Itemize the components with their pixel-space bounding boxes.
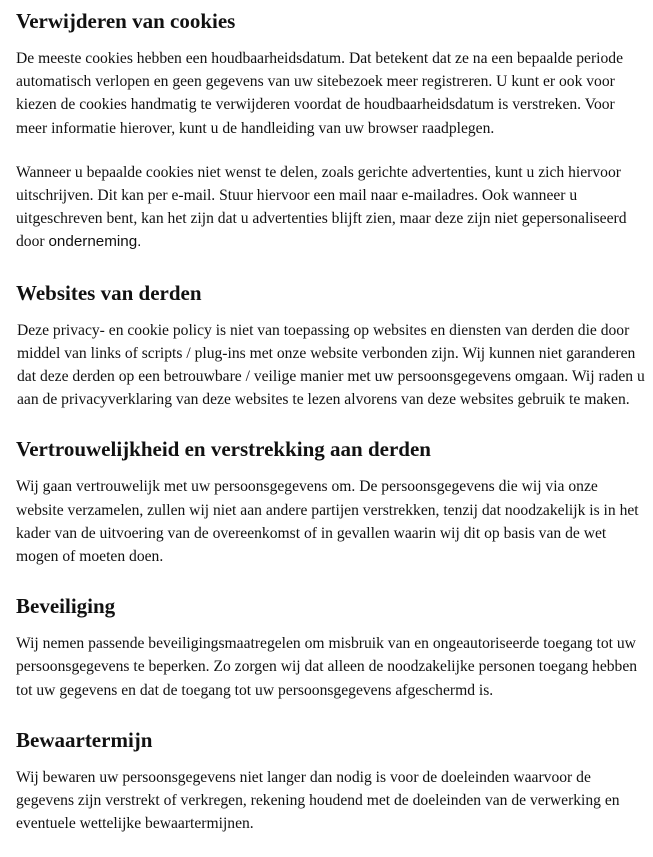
paragraph-cookie-expiry: De meeste cookies hebben een houdbaarheidsdatum. Dat betekent dat ze na een bepaalde periode automatisch verlopen en geen gegevens van uw sitebezoek meer registreren. U kunt er ook voor kiezen de cookies handmatig te verwijderen voordat de houdbaarheidsdatum is verstreken. Voor meer informatie hierover, kunt u de handleiding van uw browser raadplegen.	[16, 50, 624, 137]
paragraph-confidentiality: Wij gaan vertrouwelijk met uw persoonsgegevens om. De persoonsgegevens die wij via onze website verzamelen, zullen wij niet aan andere partijen verstrekken, tenzij dat noodzakelijk is in het kader van de uitvoering van de overeenkomst of in gevallen waarin wij dit op basis van de wet mogen of moeten doen.	[16, 478, 639, 566]
heading-beveiliging: Beveiliging	[16, 594, 116, 619]
paragraph-retention: Wij bewaren uw persoonsgegevens niet langer dan nodig is voor de doeleinden waarvoor de gegevens zijn verstrekt of verkregen, rekening houdend met de doeleinden van de verwerking en eventuele wettelijke bewaartermijnen.	[16, 768, 620, 833]
heading-websites-van-derden: Websites van derden	[16, 280, 202, 305]
paragraph-cookie-unsubscribe-text: Wanneer u bepaalde cookies niet wenst te delen, zoals gerichte advertenties, kunt u zich hiervoor uitschrijven. Dit kan per e-mail. Stuur hiervoor een mail naar e-mailadres. Ook wanneer u uitgeschreven bent, kan het zijn dat u advertenties blijft zien, maar deze zijn niet gepersonaliseerd door	[16, 163, 627, 251]
paragraph-cookie-unsubscribe	[16, 161, 646, 254]
heading-verwijderen-van-cookies: Verwijderen van cookies	[16, 9, 236, 33]
heading-bewaartermijn: Bewaartermijn	[16, 727, 153, 752]
privacy-policy-content	[16, 0, 646, 835]
paragraph-security: Wij nemen passende beveiligingsmaatregelen om misbruik van en ongeautoriseerde toegang tot uw persoonsgegevens te beperken. Zo zorgen wij dat alleen de noodzakelijke personen toegang hebben tot uw gegevens en dat de toegang tot uw persoonsgegevens afgeschermd is.	[16, 635, 638, 699]
company-name: onderneming.	[48, 233, 142, 251]
heading-vertrouwelijkheid: Vertrouwelijkheid en verstrekking aan derden	[16, 437, 431, 462]
paragraph-third-party-websites: Deze privacy- en cookie policy is niet van toepassing op websites en diensten van derden die door middel van links of scripts / plug-ins met onze website verbonden zijn. Wij kunnen niet garanderen dat deze derden op een betrouwbare / veilige manier met uw persoonsgegevens omgaan. Wij raden u aan de privacyverklaring van deze websites te lezen alvorens van deze websites gebruik te maken.	[17, 321, 645, 409]
